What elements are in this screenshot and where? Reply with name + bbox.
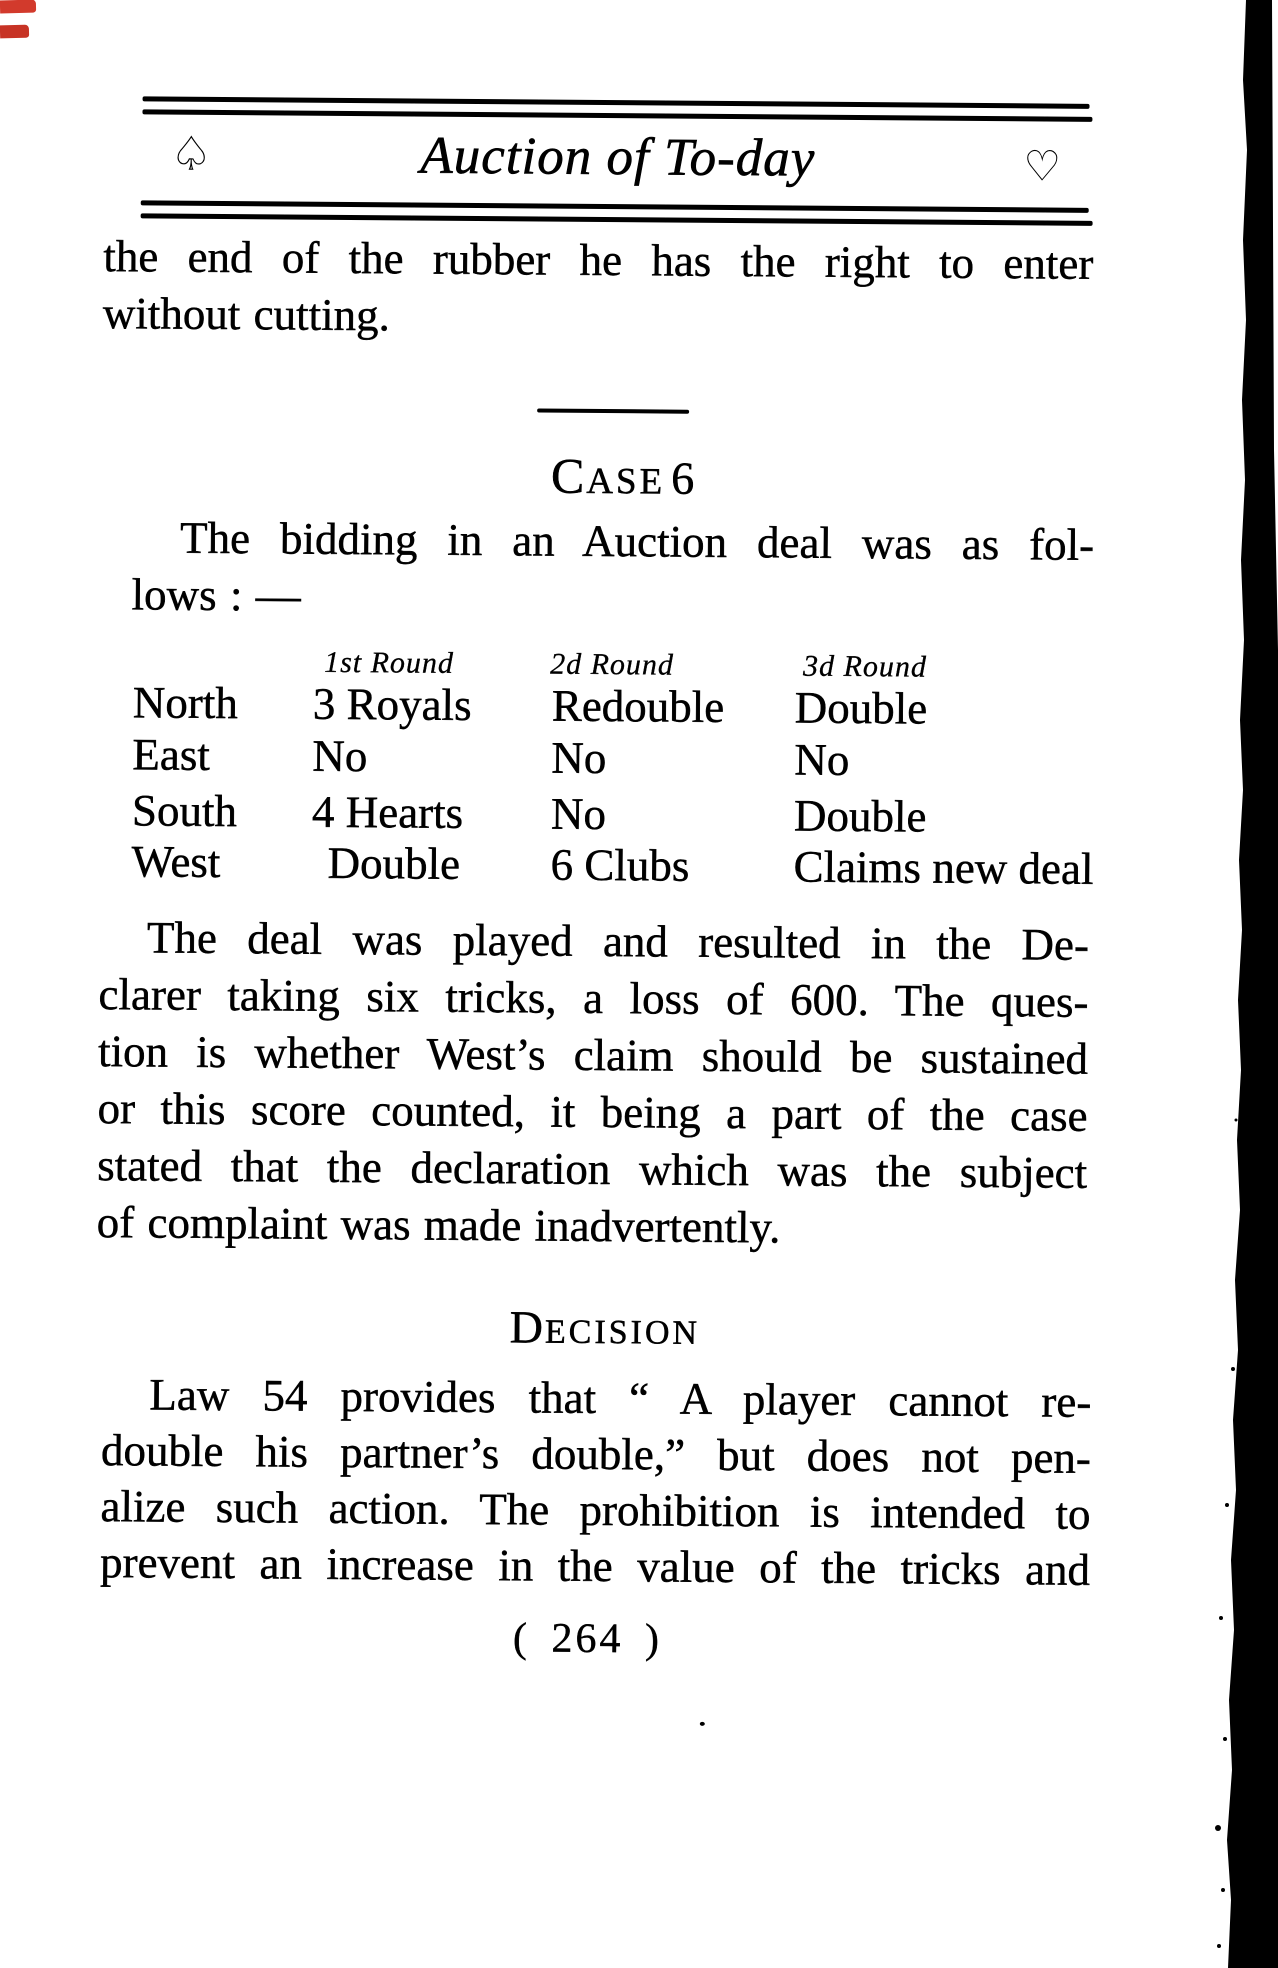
paragraph-line: The deal was played and resulted in the De- [146, 912, 1090, 970]
case-body-paragraph [97, 909, 1090, 1259]
bid-cell: Double [794, 682, 928, 734]
bid-cell: 4 Hearts [311, 786, 464, 838]
case-lead-paragraph [131, 509, 1094, 631]
decision-heading [95, 1299, 1115, 1368]
player-label: North [132, 677, 239, 729]
header-bottom-rule-2 [141, 213, 1093, 225]
section-divider-rule [537, 409, 689, 414]
paragraph-line: double his partner’s double,” but does not pen- [100, 1425, 1092, 1483]
player-label: West [131, 836, 221, 888]
round-header-2: 2d Round [550, 647, 675, 682]
spade-icon: ♤ [169, 126, 213, 182]
paragraph-line: lows : — [131, 569, 301, 621]
scan-edge-strip [1200, 0, 1278, 1968]
table-row [131, 835, 1191, 900]
paragraph-line: alize such action. The prohibition is intended to [100, 1481, 1091, 1539]
round-header-3: 3d Round [803, 649, 928, 684]
player-label: South [131, 785, 238, 837]
table-row [132, 728, 1192, 793]
decision-heading-cap: D [509, 1301, 546, 1353]
bid-cell: Double [327, 837, 461, 889]
scan-red-mark-1 [0, 0, 36, 13]
bid-cell: No [312, 730, 368, 782]
bid-cell: 3 Royals [312, 678, 472, 731]
bid-cell: Claims new deal [793, 841, 1094, 894]
bid-cell: 6 Clubs [550, 839, 690, 891]
decision-heading-smallcaps: ECISION [544, 1313, 701, 1352]
running-header [142, 122, 1090, 199]
paragraph-line: The bidding in an Auction deal was as fol- [179, 512, 1095, 570]
bid-cell: Redouble [551, 680, 725, 732]
paragraph-line: without cutting. [102, 288, 391, 341]
page-number: ( 264 ) [512, 1615, 663, 1663]
paragraph-line: or this score counted, it being a part of the case [97, 1083, 1088, 1141]
case-heading-number: 6 [671, 452, 697, 504]
case-heading-cap: C [550, 447, 587, 504]
bid-cell: No [794, 734, 850, 785]
scan-red-mark-2 [0, 25, 29, 39]
header-top-rule-2 [142, 109, 1092, 121]
paragraph-line: of complaint was made inadvertently. [96, 1197, 781, 1253]
player-label: East [132, 729, 211, 780]
decision-paragraph [100, 1366, 1092, 1598]
paragraph-line: stated that the declaration which was the subject [96, 1140, 1088, 1198]
bid-cell: No [551, 732, 607, 784]
round-header-1: 1st Round [324, 645, 455, 680]
bid-cell: Double [793, 790, 927, 842]
case-heading-smallcaps: ASE [586, 460, 666, 503]
case-heading [101, 445, 1145, 520]
header-bottom-rule-1 [141, 200, 1089, 212]
bid-cell: No [550, 788, 607, 840]
paragraph-line: the end of the rubber he has the right to enter [103, 231, 1094, 289]
paragraph-line: tion is whether West’s claim should be sustained [97, 1026, 1089, 1084]
heart-icon: ♡ [1023, 141, 1062, 191]
ink-speck [700, 1722, 705, 1726]
paragraph-line: prevent an increase in the value of the tricks and [99, 1537, 1091, 1595]
paragraph-line: Law 54 provides that “ A player cannot re- [149, 1369, 1092, 1427]
page-title: Auction of To-day [420, 126, 816, 188]
intro-paragraph [103, 228, 1094, 350]
header-top-rule-1 [143, 96, 1090, 108]
paragraph-line: clarer taking six tricks, a loss of 600. The ques- [98, 969, 1089, 1027]
